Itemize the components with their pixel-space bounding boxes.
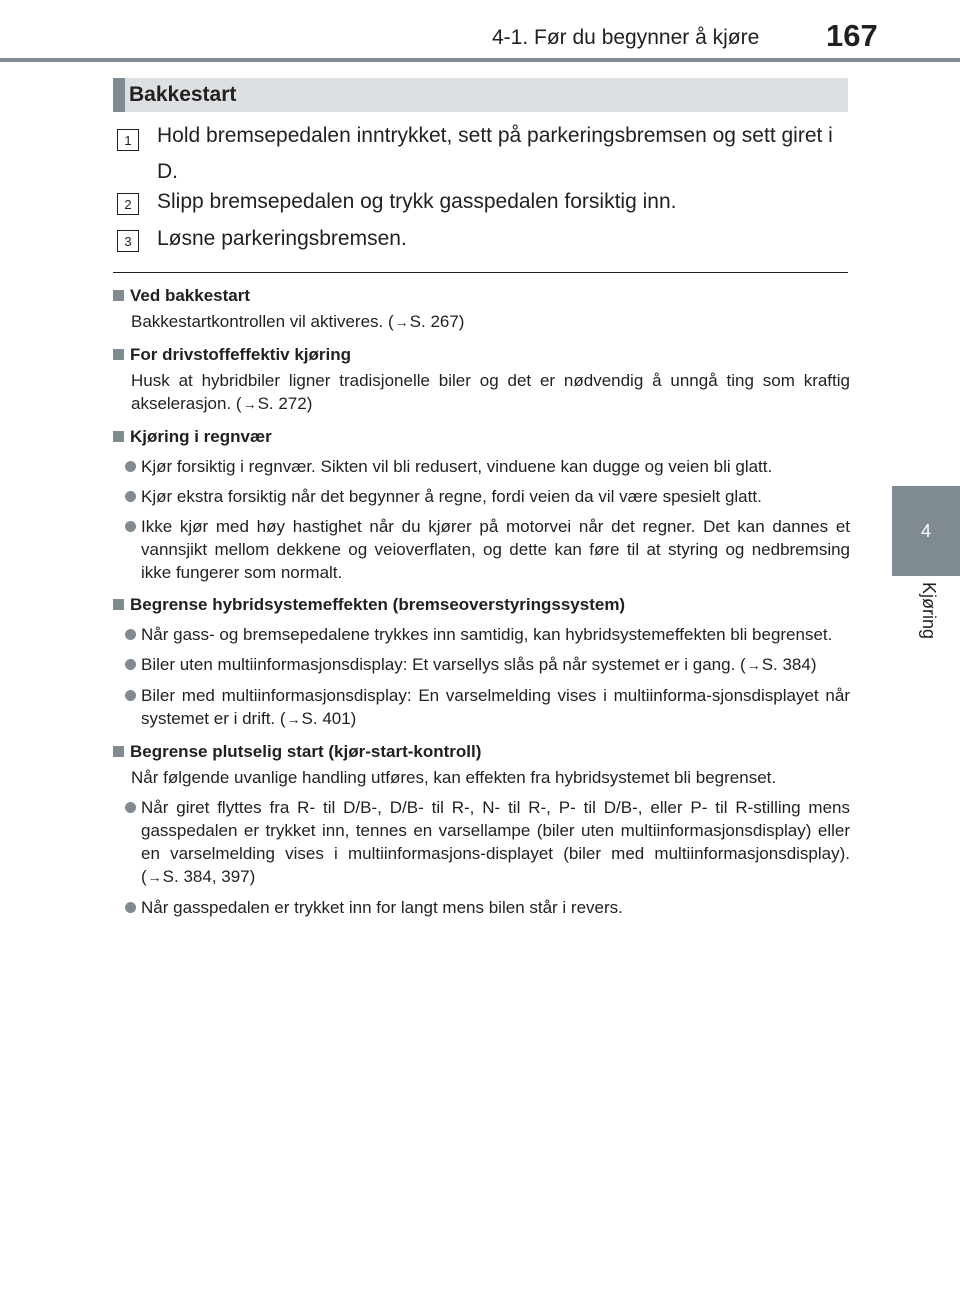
step-number-3: 3 <box>117 230 139 252</box>
note-paragraph: Når følgende uvanlige handling utføres, kan effekten fra hybridsystemet bli begrenset. <box>131 768 777 787</box>
square-bullet-icon <box>113 746 124 757</box>
round-bullet-icon <box>125 491 136 502</box>
note-heading-text: For drivstoffeffektiv kjøring <box>130 345 352 364</box>
page-reference: S. 267) <box>409 312 465 331</box>
note-heading-drivstoff <box>113 343 850 366</box>
chapter-tab-number: 4 <box>920 520 931 541</box>
section-divider <box>113 272 848 273</box>
note-heading-text: Begrense hybridsystemeffekten (bremseoverstyringssystem) <box>130 595 626 614</box>
square-bullet-icon <box>113 599 124 610</box>
arrow-right-icon: → <box>746 657 761 673</box>
step-text-1: Hold bremsepedalen inntrykket, sett på parkeringsbremsen og sett giret i D. <box>157 124 833 183</box>
round-bullet-icon <box>125 659 136 670</box>
round-bullet-icon <box>125 690 136 701</box>
round-bullet-icon <box>125 461 136 472</box>
note-heading-regnvaer <box>113 425 850 448</box>
step-text-2: Slipp bremsepedalen og trykk gasspedalen forsiktig inn. <box>157 190 677 213</box>
chapter-tab-label-box <box>892 576 960 696</box>
bullet-item <box>113 623 850 646</box>
note-heading-plutselig-start <box>113 740 850 763</box>
note-heading-text: Kjøring i regnvær <box>130 427 272 446</box>
round-bullet-icon <box>125 802 136 813</box>
arrow-right-icon: → <box>242 396 257 412</box>
notes-section <box>113 284 850 919</box>
note-heading-bakkestart <box>113 284 850 307</box>
bullet-item <box>113 684 850 731</box>
square-bullet-icon <box>113 431 124 442</box>
step-number-2: 2 <box>117 193 139 215</box>
bullet-item <box>113 796 850 889</box>
round-bullet-icon <box>125 902 136 913</box>
section-heading: Bakkestart <box>129 83 237 106</box>
bullet-text: Når gasspedalen er trykket inn for langt mens bilen står i revers. <box>141 898 623 917</box>
bullet-text: Når giret flyttes fra R- til D/B-, D/B- til R-, N- til R-, P- til D/B-, eller P- til R-stilling mens gasspedalen er trykket inn, tennes en varsellampe (biler uten multiinformasjonsdisplay) eller en varselmelding vises i multiinformasjons-displayet (biler med multiinformasjonsdisplay). ( <box>141 798 850 886</box>
square-bullet-icon <box>113 349 124 360</box>
round-bullet-icon <box>125 629 136 640</box>
page-reference: S. 272) <box>257 394 313 413</box>
bullet-item <box>113 896 850 919</box>
page-reference: S. 384, 397) <box>162 867 256 886</box>
header-rule <box>0 58 960 62</box>
page-reference: S. 384) <box>761 655 817 674</box>
note-paragraph <box>113 369 850 416</box>
note-heading-text: Begrense plutselig start (kjør-start-kontroll) <box>130 742 482 761</box>
chapter-tab <box>892 486 960 576</box>
page-reference: S. 401) <box>301 709 357 728</box>
note-text: Husk at hybridbiler ligner tradisjonelle biler og det er nødvendig å unngå ting som kraftig akselerasjon. ( <box>131 371 850 413</box>
bullet-text: Biler med multiinformasjonsdisplay: En varselmelding vises i multiinforma-sjonsdisplayet når systemet er i drift. ( <box>141 686 850 728</box>
step-text-3: Løsne parkeringsbremsen. <box>157 227 407 250</box>
page-number: 167 <box>826 18 878 53</box>
bullet-item <box>113 653 850 677</box>
step-number-1: 1 <box>117 129 139 151</box>
bullet-item <box>113 515 850 584</box>
note-heading-text: Ved bakkestart <box>130 286 251 305</box>
bullet-text: Når gass- og bremsepedalene trykkes inn samtidig, kan hybridsystemeffekten bli begrenset. <box>141 625 833 644</box>
bullet-item <box>113 455 850 478</box>
bullet-text: Biler uten multiinformasjonsdisplay: Et varsellys slås på når systemet er i gang. ( <box>141 655 746 674</box>
square-bullet-icon <box>113 290 124 301</box>
arrow-right-icon: → <box>394 314 409 330</box>
bullet-text: Kjør ekstra forsiktig når det begynner å regne, fordi veien da vil være spesielt glatt. <box>141 487 762 506</box>
bullet-text: Kjør forsiktig i regnvær. Sikten vil bli redusert, vinduene kan dugge og veien bli glatt. <box>141 457 773 476</box>
arrow-right-icon: → <box>147 869 162 885</box>
section-heading-bar <box>113 78 848 112</box>
note-text: Bakkestartkontrollen vil aktiveres. ( <box>131 312 394 331</box>
bullet-item <box>113 485 850 508</box>
bullet-text: Ikke kjør med høy hastighet når du kjører på motorvei når det regner. Det kan dannes et vannsjikt mellom dekkene og veioverflaten, og dette kan føre til at styring og nedbremsing ikke fungerer som normalt. <box>141 517 850 582</box>
round-bullet-icon <box>125 521 136 532</box>
chapter-tab-label: Kjøring <box>919 582 939 640</box>
note-heading-hybrid <box>113 593 850 616</box>
header-section-title: 4-1. Før du begynner å kjøre <box>492 26 760 49</box>
arrow-right-icon: → <box>286 711 301 727</box>
note-paragraph <box>113 310 850 334</box>
